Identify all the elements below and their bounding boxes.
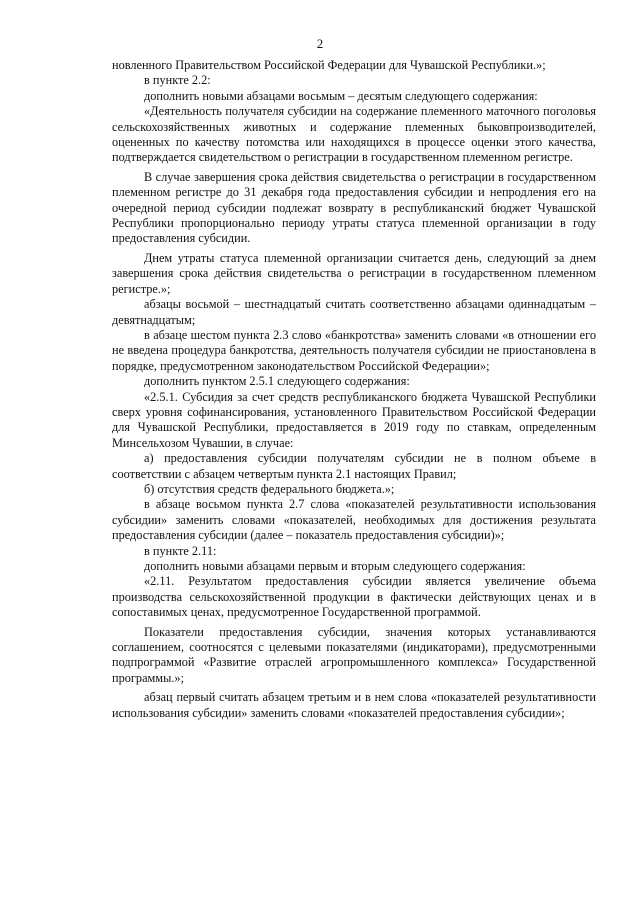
paragraph-7: абзацы восьмой – шестнадцатый считать соответственно абзацами одиннадцатым – девятнадцатым; [112, 297, 596, 327]
paragraph-12: б) отсутствия средств федерального бюджета.»; [144, 481, 395, 496]
paragraph-17: Показатели предоставления субсидии, значения которых устанавливаются соглашением, соотносятся с целевыми показателями (индикаторами), предусмотренными подпрограммой «Развитие отраслей агропромышленного комплекса» Государственной программы.»; [112, 624, 596, 685]
paragraph-15: дополнить новыми абзацами первым и вторым следующего содержания: [144, 559, 526, 573]
paragraph-16: «2.11. Результатом предоставления субсидии является увеличение объема производства сельскохозяйственной продукции в фактически действующих ценах и в сопоставимых ценах, предусмотренное Государственной программой. [112, 574, 596, 620]
paragraph-5: В случае завершения срока действия свидетельства о регистрации в государственном племенном регистре до 31 декабря года предоставления субсидии и непродления его на очередной период субсидии подлежат возврату в республиканский бюджет Чувашской Республики пропорционально периоду утраты статуса племенной организации в году предоставления субсидии. [112, 169, 596, 246]
paragraph-13: в абзаце восьмом пункта 2.7 слова «показателей результативности использования субсидии» заменить словами «показателей, необходимых для достижения результата предоставления субсидии (далее – показатель предоставления субсидии)»; [112, 497, 596, 543]
paragraph-10: «2.5.1. Субсидия за счет средств республиканского бюджета Чувашской Республики сверх уровня софинансирования, установленного Правительством Российской Федерации для Чувашской Республики, предоставляется в 2019 году по ставкам, определенным Минсельхозом Чувашии, в случае: [112, 389, 596, 450]
paragraph-4: «Деятельность получателя субсидии на содержание племенного маточного поголовья сельскохозяйственных животных и содержание племенных быковпроизводителей, оцененных по качеству потомства или находящихся в процессе оценки этого качества, подтверждается свидетельством о регистрации в государственном племенном регистре. [112, 104, 596, 165]
paragraph-18: абзац первый считать абзацем третьим и в нем слова «показателей результативности использования субсидии» заменить словами «показателей предоставления субсидии»; [112, 690, 596, 720]
page-number: 2 [316, 36, 324, 51]
paragraph-14: в пункте 2.11: [144, 543, 217, 558]
paragraph-6: Днем утраты статуса племенной организации считается день, следующий за днем завершения срока действия свидетельства о регистрации в государственном племенном регистре.»; [112, 250, 596, 296]
paragraph-2: в пункте 2.2: [144, 73, 211, 88]
paragraph-9: дополнить пунктом 2.5.1 следующего содержания: [144, 374, 410, 389]
paragraph-8: в абзаце шестом пункта 2.3 слово «банкротства» заменить словами «в отношении его не введена процедура банкротства, деятельность получателя субсидии не приостановлена в порядке, предусмотренном законодательством Российской Федерации»; [112, 327, 596, 373]
paragraph-1: новленного Правительством Российской Федерации для Чувашской Республики.»; [112, 58, 546, 72]
document-body [112, 58, 596, 721]
paragraph-11: а) предоставления субсидии получателям субсидии не в полном объеме в соответствии с абзацем четвертым пункта 2.1 настоящих Правил; [112, 451, 596, 481]
paragraph-3: дополнить новыми абзацами восьмым – десятым следующего содержания: [144, 88, 538, 103]
